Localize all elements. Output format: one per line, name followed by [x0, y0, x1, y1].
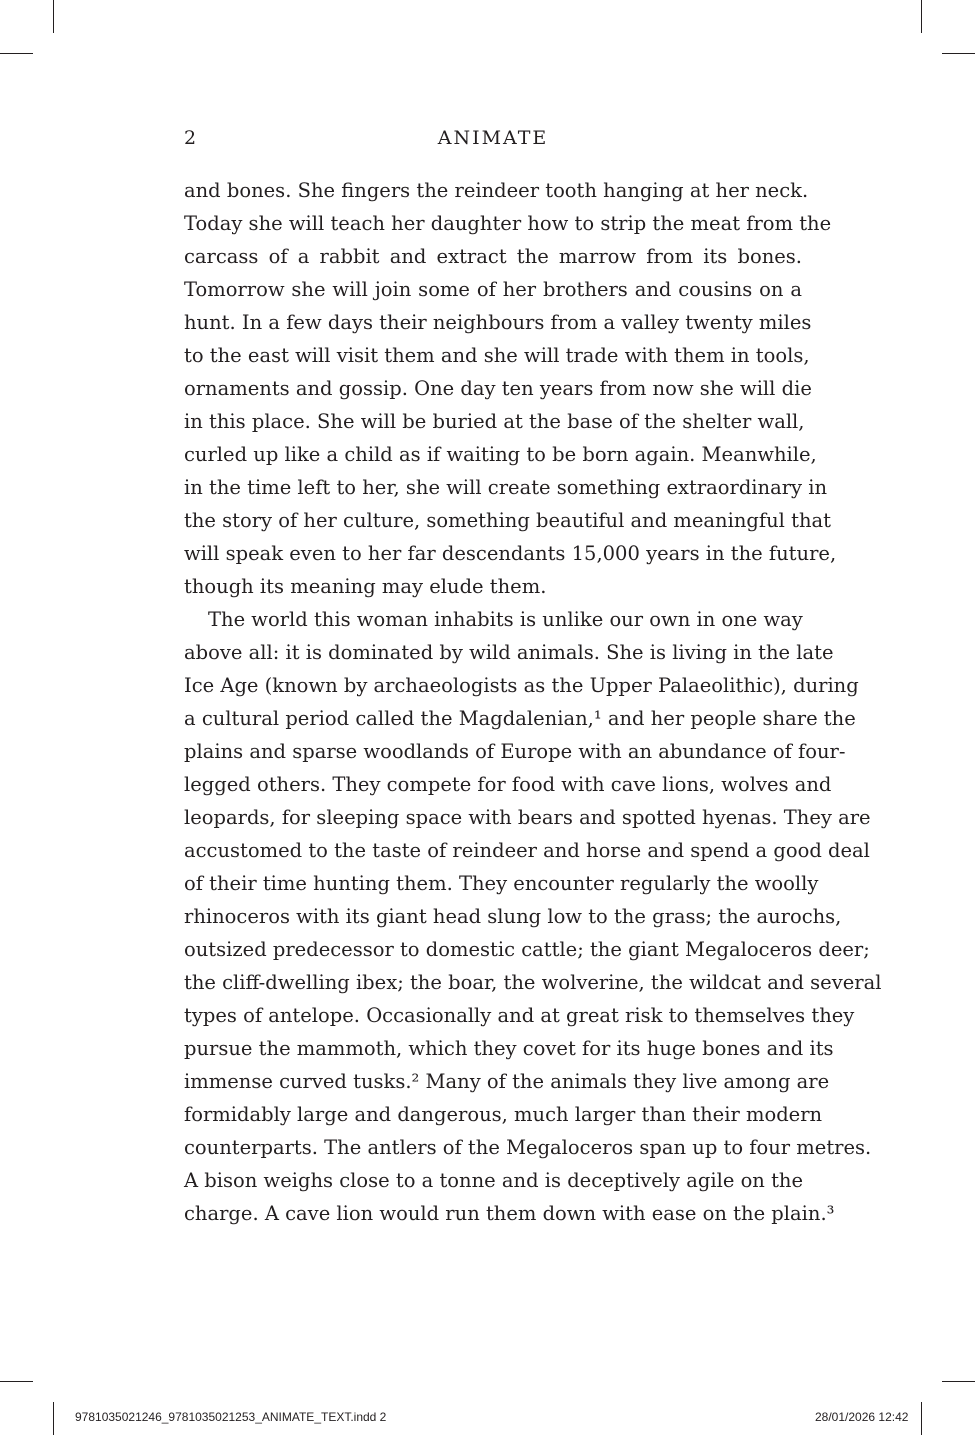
text-line: of their time hunting them. They encounter regularly the woolly [184, 872, 819, 895]
text-line: Ice Age (known by archaeologists as the Upper Palaeolithic), during [184, 674, 859, 697]
text-line: carcass of a rabbit and extract the marrow from its bones. [184, 245, 802, 268]
body-text [184, 174, 882, 1230]
crop-mark-top-left [53, 0, 54, 33]
text-line: outsized predecessor to domestic cattle; the giant Megaloceros deer; [184, 938, 870, 961]
text-line: the cliff-dwelling ibex; the boar, the wolverine, the wildcat and several [184, 971, 882, 994]
crop-mark-bottom-left-h [0, 1381, 33, 1382]
running-head [184, 124, 802, 152]
crop-mark-top-right-h [942, 53, 975, 54]
slug-filename: 9781035021246_9781035021253_ANIMATE_TEXT.indd 2 [75, 1410, 387, 1424]
text-line: and bones. She fingers the reindeer tooth hanging at her neck. [184, 179, 809, 202]
crop-mark-top-right [921, 0, 922, 33]
text-line: accustomed to the taste of reindeer and horse and spend a good deal [184, 839, 870, 862]
text-line: to the east will visit them and she will trade with them in tools, [184, 344, 810, 367]
text-line: Tomorrow she will join some of her brothers and cousins on a [184, 278, 802, 301]
text-line: will speak even to her far descendants 15,000 years in the future, [184, 542, 837, 565]
text-line: in this place. She will be buried at the base of the shelter wall, [184, 410, 805, 433]
text-line: ornaments and gossip. One day ten years from now she will die [184, 377, 812, 400]
text-line: legged others. They compete for food with cave lions, wolves and [184, 773, 832, 796]
text-line: formidably large and dangerous, much larger than their modern [184, 1103, 823, 1126]
text-line: types of antelope. Occasionally and at great risk to themselves they [184, 1004, 855, 1027]
text-line: plains and sparse woodlands of Europe with an abundance of four- [184, 740, 846, 763]
text-line: counterparts. The antlers of the Megaloceros span up to four metres. [184, 1136, 872, 1159]
text-line: A bison weighs close to a tonne and is deceptively agile on the [184, 1169, 804, 1192]
running-title: ANIMATE [437, 127, 549, 149]
text-line: curled up like a child as if waiting to be born again. Meanwhile, [184, 443, 817, 466]
text-line: leopards, for sleeping space with bears and spotted hyenas. They are [184, 806, 871, 829]
text-line: charge. A cave lion would run them down with ease on the plain.³ [184, 1202, 835, 1225]
text-line: pursue the mammoth, which they covet for its huge bones and its [184, 1037, 834, 1060]
crop-mark-bottom-right-h [942, 1381, 975, 1382]
text-line: in the time left to her, she will create something extraordinary in [184, 476, 828, 499]
text-line: Today she will teach her daughter how to strip the meat from the [184, 212, 832, 235]
text-line: rhinoceros with its giant head slung low to the grass; the aurochs, [184, 905, 842, 928]
text-line: immense curved tusks.² Many of the animals they live among are [184, 1070, 830, 1093]
crop-mark-top-left-h [0, 53, 33, 54]
slug-timestamp: 28/01/2026 12:42 [815, 1410, 909, 1424]
text-line: a cultural period called the Magdalenian,¹ and her people share the [184, 707, 856, 730]
paragraph-1 [184, 174, 837, 603]
text-line: the story of her culture, something beautiful and meaningful that [184, 509, 831, 532]
page-number: 2 [184, 127, 197, 149]
text-line: though its meaning may elude them. [184, 575, 547, 598]
crop-mark-bottom-right [921, 1402, 922, 1435]
text-line: above all: it is dominated by wild animals. She is living in the late [184, 641, 834, 664]
paragraph-2 [184, 603, 882, 1230]
crop-mark-bottom-left [53, 1402, 54, 1435]
text-line: hunt. In a few days their neighbours from a valley twenty miles [184, 311, 812, 334]
text-line: The world this woman inhabits is unlike our own in one way [208, 608, 803, 631]
